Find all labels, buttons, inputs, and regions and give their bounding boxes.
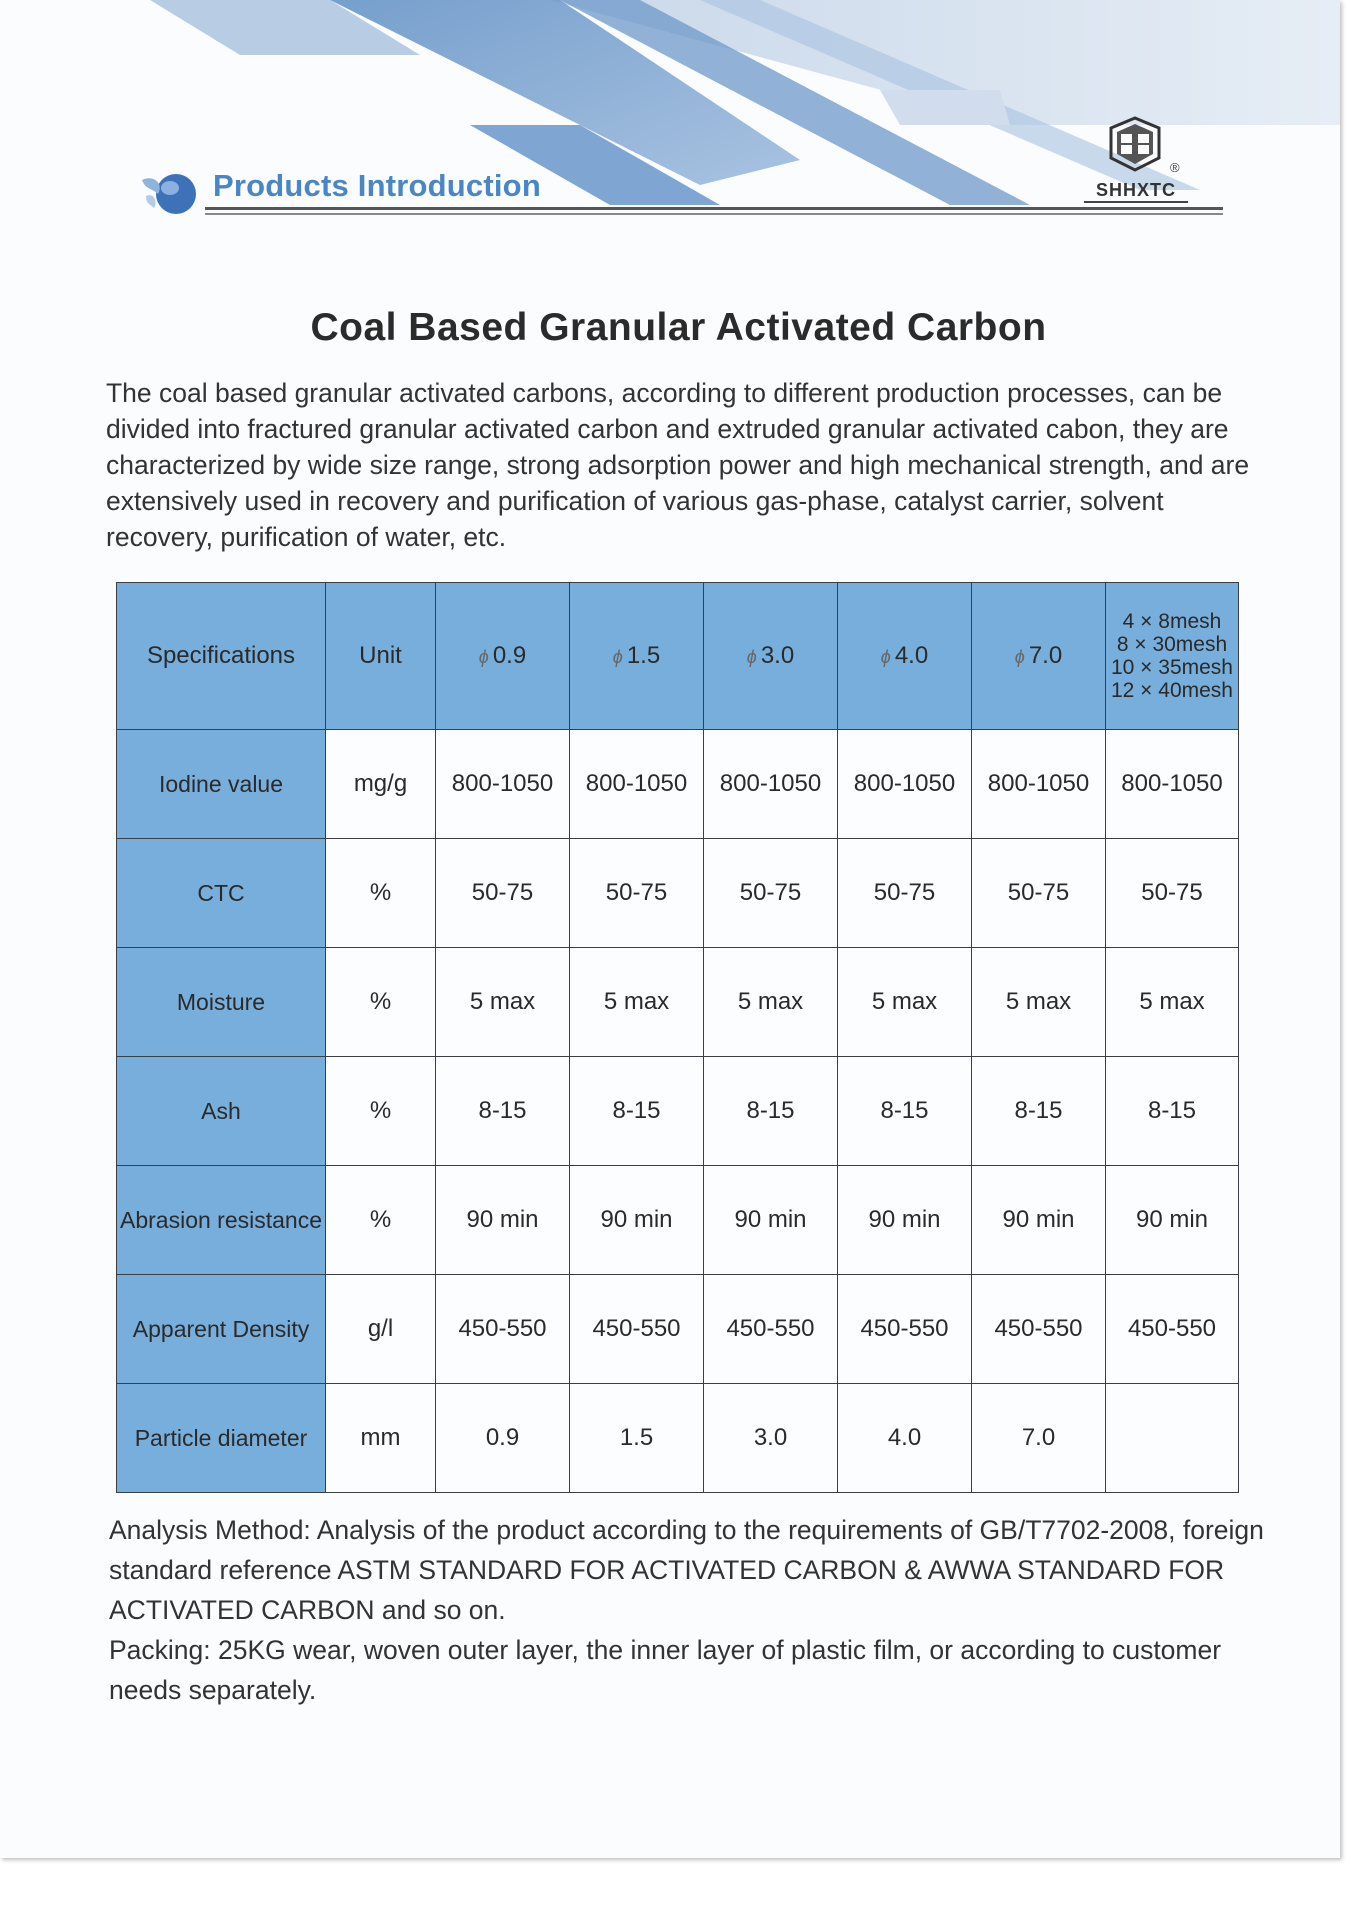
table-row [117, 839, 1239, 948]
row-label: Apparent Density [117, 1275, 326, 1384]
value-cell: 800-1050 [570, 730, 704, 839]
mesh-sizes: 4 × 8mesh 8 × 30mesh 10 × 35mesh 12 × 40mesh [1110, 610, 1233, 702]
value-cell: 50-75 [972, 839, 1106, 948]
specifications-table [116, 582, 1239, 1493]
diameter-symbol: ɸ [1014, 647, 1025, 667]
value-cell: 50-75 [570, 839, 704, 948]
value-cell: 50-75 [436, 839, 570, 948]
table-row [117, 1384, 1239, 1493]
value-cell: 8-15 [704, 1057, 838, 1166]
value-cell: 800-1050 [838, 730, 972, 839]
table-row [117, 948, 1239, 1057]
value-cell: 90 min [972, 1166, 1106, 1275]
value-cell: 50-75 [838, 839, 972, 948]
packing-note: Packing: 25KG wear, woven outer layer, the inner layer of plastic film, or according to customer needs separately. [109, 1635, 1222, 1705]
row-label: Ash [117, 1057, 326, 1166]
value-cell: 450-550 [838, 1275, 972, 1384]
table-header-row [117, 583, 1239, 730]
size-label: 4.0 [894, 642, 929, 669]
value-cell: 5 max [704, 948, 838, 1057]
header-mesh-col [1106, 583, 1239, 730]
header-divider-thin [205, 213, 1223, 215]
header-size-col [704, 583, 838, 730]
unit-cell: % [326, 839, 436, 948]
diameter-symbol: ɸ [880, 647, 891, 667]
value-cell: 8-15 [1106, 1057, 1239, 1166]
row-label: CTC [117, 839, 326, 948]
table-body [117, 730, 1239, 1493]
header-size-col [972, 583, 1106, 730]
header-specifications: Specifications [117, 583, 326, 730]
value-cell: 90 min [704, 1166, 838, 1275]
unit-cell: % [326, 1166, 436, 1275]
unit-cell: mm [326, 1384, 436, 1493]
unit-cell: g/l [326, 1275, 436, 1384]
value-cell: 5 max [838, 948, 972, 1057]
value-cell: 90 min [436, 1166, 570, 1275]
value-cell: 450-550 [972, 1275, 1106, 1384]
value-cell: 90 min [1106, 1166, 1239, 1275]
value-cell: 1.5 [570, 1384, 704, 1493]
size-label: 1.5 [626, 642, 661, 669]
globe-icon [140, 166, 200, 220]
value-cell: 50-75 [1106, 839, 1239, 948]
value-cell: 800-1050 [972, 730, 1106, 839]
value-cell [1106, 1384, 1239, 1493]
table-row [117, 1166, 1239, 1275]
value-cell: 8-15 [972, 1057, 1106, 1166]
value-cell: 8-15 [570, 1057, 704, 1166]
row-label: Moisture [117, 948, 326, 1057]
value-cell: 8-15 [838, 1057, 972, 1166]
value-cell: 800-1050 [704, 730, 838, 839]
section-title: Products Introduction [213, 168, 541, 203]
value-cell: 90 min [838, 1166, 972, 1275]
value-cell: 5 max [570, 948, 704, 1057]
header-size-col [838, 583, 972, 730]
value-cell: 450-550 [436, 1275, 570, 1384]
value-cell: 450-550 [570, 1275, 704, 1384]
value-cell: 5 max [436, 948, 570, 1057]
value-cell: 50-75 [704, 839, 838, 948]
brand-name: SHHXTC [1084, 180, 1188, 203]
value-cell: 3.0 [704, 1384, 838, 1493]
row-label: Particle diameter [117, 1384, 326, 1493]
value-cell: 5 max [1106, 948, 1239, 1057]
value-cell: 450-550 [704, 1275, 838, 1384]
unit-cell: mg/g [326, 730, 436, 839]
size-label: 0.9 [492, 642, 527, 669]
value-cell: 8-15 [436, 1057, 570, 1166]
value-cell: 4.0 [838, 1384, 972, 1493]
analysis-method-note: Analysis Method: Analysis of the product according to the requirements of GB/T7702-2008, foreign standard reference ASTM STANDARD FOR ACTIVATED CARBON & AWWA STANDARD FOR ACTIVATED CARBON and so on. [109, 1515, 1264, 1625]
size-label: 7.0 [1028, 642, 1063, 669]
diameter-symbol: ɸ [478, 647, 489, 667]
unit-cell: % [326, 1057, 436, 1166]
registered-mark: ® [1170, 160, 1180, 175]
table-row [117, 1057, 1239, 1166]
value-cell: 7.0 [972, 1384, 1106, 1493]
value-cell: 90 min [570, 1166, 704, 1275]
diameter-symbol: ɸ [612, 647, 623, 667]
diameter-symbol: ɸ [746, 647, 757, 667]
header-size-col [570, 583, 704, 730]
row-label: Iodine value [117, 730, 326, 839]
value-cell: 800-1050 [1106, 730, 1239, 839]
notes [109, 1510, 1289, 1710]
value-cell: 5 max [972, 948, 1106, 1057]
header-unit: Unit [326, 583, 436, 730]
row-label: Abrasion resistance [117, 1166, 326, 1275]
size-label: 3.0 [760, 642, 795, 669]
value-cell: 0.9 [436, 1384, 570, 1493]
header-divider [205, 207, 1223, 210]
table-row [117, 730, 1239, 839]
value-cell: 800-1050 [436, 730, 570, 839]
table-row [117, 1275, 1239, 1384]
page-title: Coal Based Granular Activated Carbon [310, 306, 1047, 349]
unit-cell: % [326, 948, 436, 1057]
header-size-col [436, 583, 570, 730]
value-cell: 450-550 [1106, 1275, 1239, 1384]
intro-paragraph: The coal based granular activated carbons, according to different production processes, can be divided into fractured granular activated carbon and extruded granular activated cabon, they are characterized by wide size range, strong adsorption power and high mechanical strength, and are extensively used in recovery and purification of various gas-phase, catalyst carrier, solvent recovery, purification of water, etc. [106, 378, 1250, 552]
